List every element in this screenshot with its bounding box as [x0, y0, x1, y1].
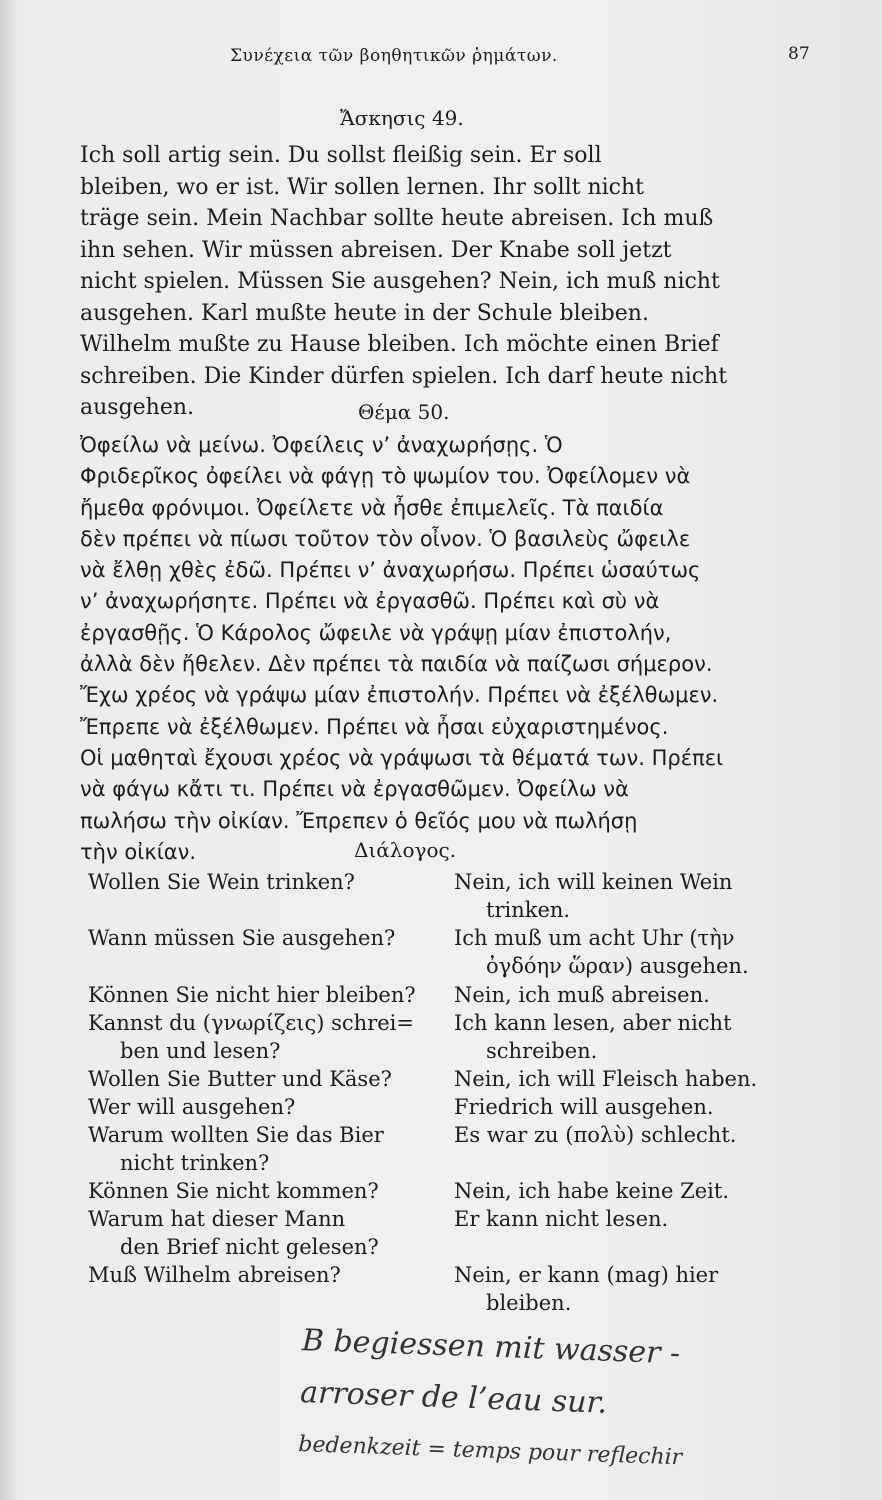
exercise-line: Wilhelm mußte zu Hause bleiben. Ich möchte einen Brief — [80, 332, 719, 357]
dialogue-table — [88, 868, 788, 1317]
dialogue-row — [88, 1065, 788, 1093]
running-header: Συνέχεια τῶν βοηθητικῶν ῥημάτων. — [230, 46, 558, 66]
handwritten-note — [297, 1315, 872, 1491]
handwritten-line: bedenkzeit = temps pour reflechir — [297, 1432, 683, 1471]
theme-line: πωλήσω τὴν οἰκίαν. Ἔπρεπεν ὁ θεῖός μου νὰ πωλήσῃ — [80, 808, 638, 833]
theme-line: Ὀφείλω νὰ μείνω. Ὀφείλεις ν’ ἀναχωρήσῃς. Ὁ — [80, 433, 563, 457]
theme-line: νὰ φάγω κἄτι τι. Πρέπει νὰ ἐργασθῶμεν. Ὀφείλω νὰ — [80, 777, 629, 802]
dialogue-question: Können Sie nicht hier bleiben? — [88, 983, 416, 1007]
dialogue-question: Warum hat dieser Mann den Brief nicht gelesen? — [88, 1207, 379, 1259]
dialogue-row — [88, 1261, 788, 1317]
theme-line: ἐργασθῇς. Ὁ Κάρολος ὤφειλε νὰ γράψῃ μίαν ἐπιστολήν, — [80, 620, 672, 645]
theme-line: τὴν οἰκίαν. — [80, 839, 197, 864]
theme-text — [80, 430, 770, 868]
theme-title: Θέμα 50. — [358, 400, 450, 424]
exercise-line: nicht spielen. Müssen Sie ausgehen? Nein, ich muß nicht — [80, 269, 720, 294]
exercise-text — [80, 140, 770, 424]
dialogue-answer: Ich kann lesen, aber nicht schreiben. — [454, 1011, 732, 1063]
dialogue-row — [88, 981, 788, 1009]
dialogue-answer: Nein, ich habe keine Zeit. — [454, 1179, 730, 1203]
dialogue-answer: Ich muß um acht Uhr (τὴν ὀγδόην ὥραν) ausgehen. — [454, 926, 749, 978]
dialogue-answer: Er kann nicht lesen. — [454, 1207, 669, 1231]
theme-line: Φριδερῖκος ὀφείλει νὰ φάγῃ τὸ ψωμίον του. Ὀφείλομεν νὰ — [80, 464, 691, 489]
theme-line: ἤμεθα φρόνιμοι. Ὀφείλετε νὰ ἦσθε ἐπιμελεῖς. Τὰ παιδία — [80, 495, 664, 520]
exercise-title: Ἄσκησις 49. — [340, 106, 464, 130]
dialogue-row — [88, 1177, 788, 1205]
theme-line: Ἔχω χρέος νὰ γράψω μίαν ἐπιστολήν. Πρέπει νὰ ἐξέλθωμεν. — [80, 683, 719, 708]
theme-line: ν’ ἀναχωρήσητε. Πρέπει νὰ ἐργασθῶ. Πρέπει καὶ σὺ νὰ — [80, 589, 660, 614]
dialogue-question: Wer will ausgehen? — [88, 1095, 296, 1119]
dialogue-question: Wollen Sie Wein trinken? — [88, 870, 355, 894]
dialogue-question: Kannst du (γνωρίζεις) schrei= ben und lesen? — [88, 1011, 414, 1063]
dialogue-row — [88, 1093, 788, 1121]
dialogue-question: Können Sie nicht kommen? — [88, 1179, 379, 1203]
dialogue-question: Wollen Sie Butter und Käse? — [88, 1067, 392, 1091]
dialogue-row — [88, 1205, 788, 1261]
exercise-line: träge sein. Mein Nachbar sollte heute abreisen. Ich muß — [80, 206, 714, 231]
dialogue-question: Warum wollten Sie das Bier nicht trinken? — [88, 1123, 384, 1175]
exercise-line: ausgehen. Karl mußte heute in der Schule bleiben. — [80, 300, 649, 326]
dialogue-answer: Friedrich will ausgehen. — [454, 1095, 714, 1119]
dialogue-question: Muß Wilhelm abreisen? — [88, 1263, 341, 1287]
dialogue-answer: Es war zu (πολὺ) schlecht. — [454, 1123, 737, 1147]
exercise-line: bleiben, wo er ist. Wir sollen lernen. Ihr sollt nicht — [80, 174, 645, 200]
dialogue-row — [88, 924, 788, 981]
theme-line: ἀλλὰ δὲν ἤθελεν. Δὲν πρέπει τὰ παιδία νὰ παίζωσι σήμερον. — [80, 652, 713, 677]
theme-line: δὲν πρέπει νὰ πίωσι τοῦτον τὸν οἶνον. Ὁ βασιλεὺς ὤφειλε — [80, 526, 691, 551]
dialogue-row — [88, 1121, 788, 1177]
dialogue-answer: Nein, ich will keinen Wein trinken. — [454, 870, 733, 922]
theme-line: Ἔπρεπε νὰ ἐξέλθωμεν. Πρέπει νὰ ἦσαι εὐχαριστημένος. — [80, 714, 669, 739]
dialogue-row — [88, 1009, 788, 1065]
page-number: 87 — [788, 44, 810, 64]
exercise-line: ihn sehen. Wir müssen abreisen. Der Knabe soll jetzt — [80, 237, 672, 263]
dialogue-answer: Nein, ich will Fleisch haben. — [454, 1067, 758, 1091]
theme-line: νὰ ἔλθῃ χθὲς ἐδῶ. Πρέπει ν’ ἀναχωρήσω. Πρέπει ὡσαύτως — [80, 558, 701, 583]
exercise-line: schreiben. Die Kinder dürfen spielen. Ich darf heute nicht — [80, 363, 728, 389]
handwritten-line: arroser de l’eau sur. — [299, 1375, 608, 1421]
dialogue-question: Wann müssen Sie ausgehen? — [88, 926, 396, 950]
dialogue-row — [88, 868, 788, 924]
handwritten-line: B begiessen mit wasser - — [301, 1323, 681, 1372]
exercise-line: Ich soll artig sein. Du sollst fleißig sein. Er soll — [80, 143, 602, 168]
dialogue-title: Διάλογος. — [354, 838, 457, 862]
dialogue-answer: Nein, er kann (mag) hier bleiben. — [454, 1263, 719, 1315]
exercise-line: ausgehen. — [80, 395, 195, 420]
dialogue-answer: Nein, ich muß abreisen. — [454, 983, 710, 1007]
theme-line: Οἱ μαθηταὶ ἔχουσι χρέος νὰ γράψωσι τὰ θέματά των. Πρέπει — [80, 745, 724, 770]
